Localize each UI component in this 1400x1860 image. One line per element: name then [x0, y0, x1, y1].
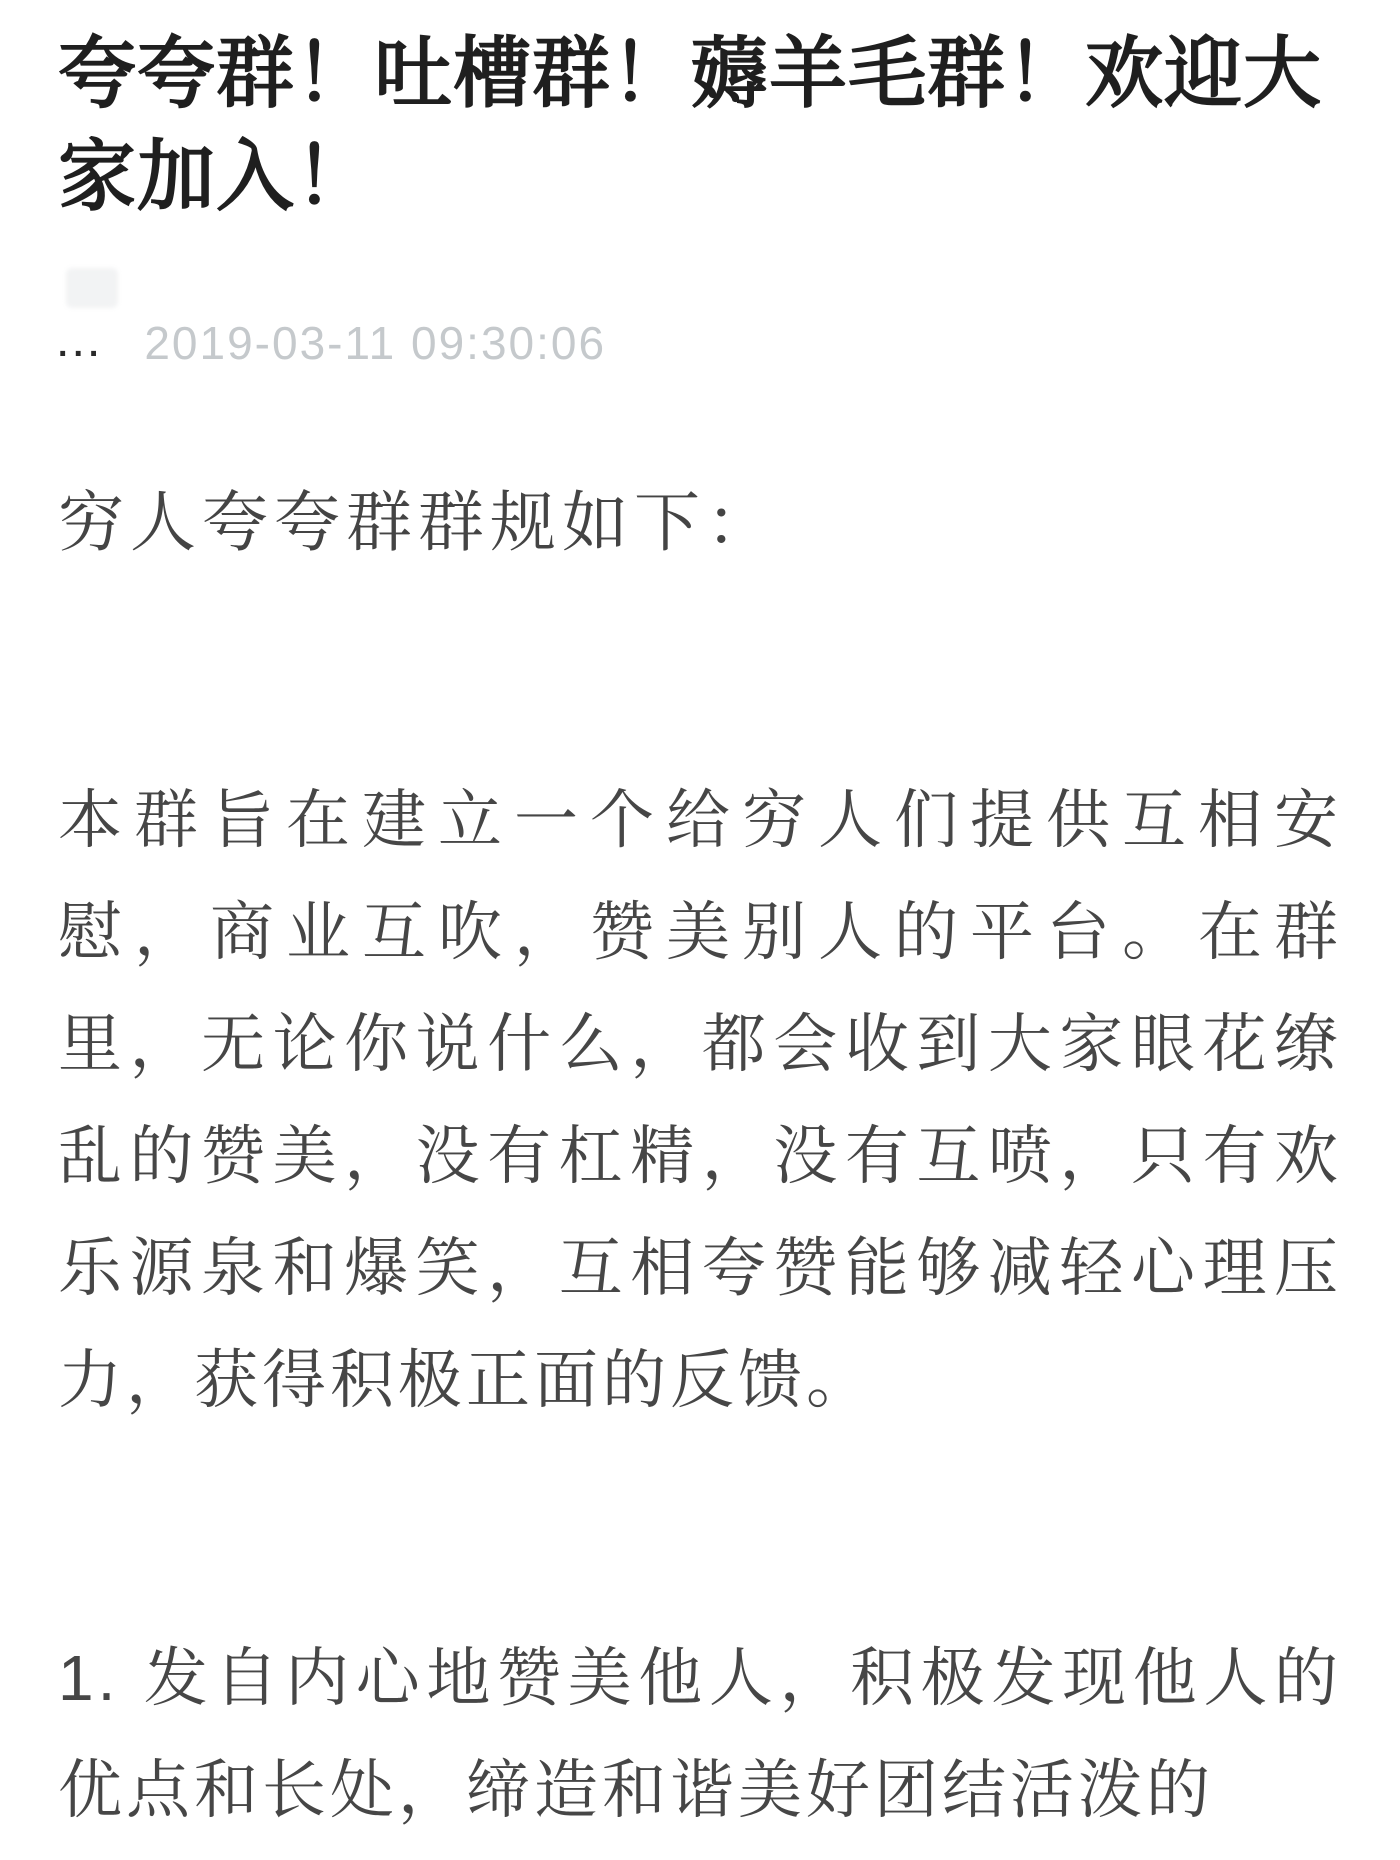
post-timestamp: 2019-03-11 09:30:06: [144, 316, 607, 369]
rule-1-paragraph: 1. 发自内心地赞美他人，积极发现他人的优点和长处，缔造和谐美好团结活泼的: [58, 1641, 1342, 1826]
author-ellipsis: ...: [58, 325, 105, 364]
intro-paragraph: 本群旨在建立一个给穷人们提供互相安慰，商业互吹，赞美别人的平台。在群里，无论你说什么，都会收到大家眼花缭乱的赞美，没有杠精，没有互喷，只有欢乐源泉和爆笑，互相夸赞能够减轻心理压力，获得积极正面的反馈。: [58, 783, 1342, 1416]
group-rules-heading: 穷人夸夸群群规如下：: [58, 484, 778, 559]
faint-avatar-mark: [66, 268, 118, 308]
post-meta-row: [58, 296, 1342, 368]
post-title: 夸夸群！吐槽群！薅羊毛群！欢迎大家加入！: [58, 29, 1323, 220]
